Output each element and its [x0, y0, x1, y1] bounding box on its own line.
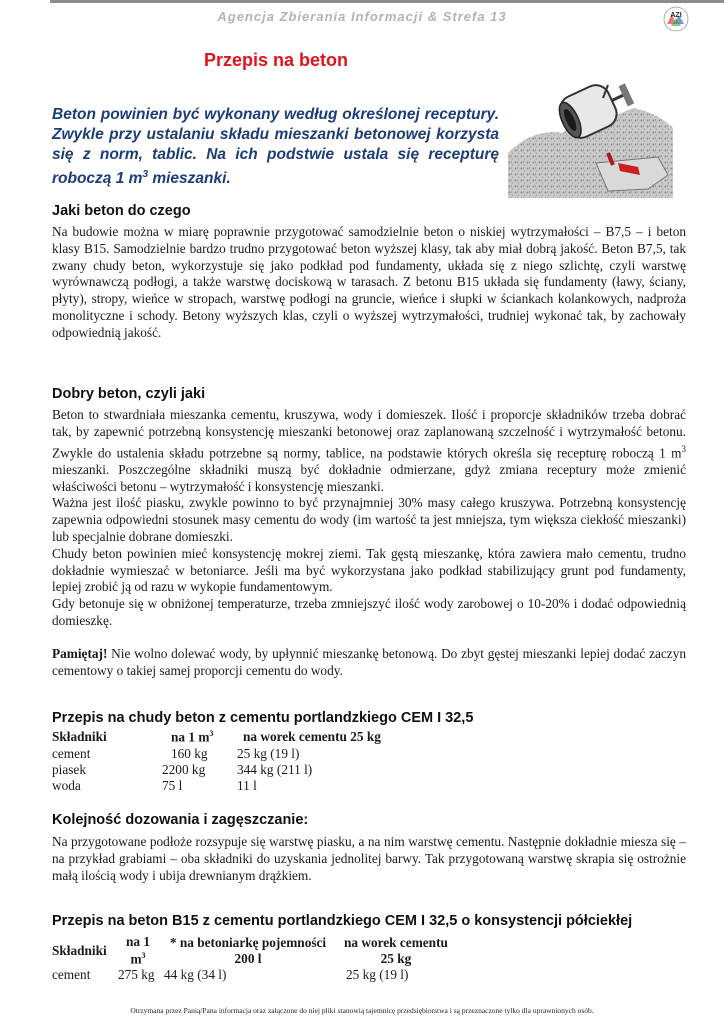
recipe-table-b15	[52, 935, 448, 983]
remember-note	[52, 646, 686, 680]
col-per-bag: na worek cementu 25 kg	[344, 935, 448, 966]
heading-kolejnosc: Kolejność dozowania i zagęszczanie:	[52, 812, 309, 828]
col-mixer: * na betoniarkę pojemności 200 l	[169, 935, 327, 966]
s2-p1-a: Beton to stwardniała mieszanka cementu, kruszywa, wody i domieszek. Ilość i proporcje składników trzeba dobrać tak, by zapewnić potrzebną konsystencję mieszanki betonowej oraz zaplanowaną szczelność i wytrzymałość betonu. Zwykle do ustalenia składu potrzebne są normy, tablice, na podstawie których określa się recepturę roboczą 1 m	[52, 407, 686, 461]
table-header-row	[52, 935, 448, 967]
col-skladniki: Składniki	[52, 943, 107, 958]
agency-logo	[663, 6, 689, 32]
cell-per-m3: 75 l	[162, 778, 183, 793]
cell-per-bag: 11 l	[237, 778, 257, 793]
cell-per-m3: 2200 kg	[162, 762, 206, 777]
cell-per-bag: 344 kg (211 l)	[237, 762, 313, 777]
table-row	[52, 967, 448, 983]
confidentiality-footer: Otrzymana przez Panią/Pana informacja oraz załączone do niej pliki stanowią tajemnicę przedsiębiorstwa i są przeznaczone tylko dla uprawnionych osób.	[130, 1006, 594, 1015]
heading-beton-b15: Przepis na beton B15 z cementu portlandzkiego CEM I 32,5 o konsystencji półciekłej	[52, 913, 633, 929]
heading-chudy-beton: Przepis na chudy beton z cementu portlandzkiego CEM I 32,5	[52, 710, 474, 726]
intro-text-b: mieszanki.	[148, 170, 231, 188]
section2-p4: Gdy betonuje się w obniżonej temperaturze, trzeba zmniejszyć ilość wody zarobowej o 10-20% i dodać odpowiednią domieszkę.	[52, 596, 686, 628]
header-rule	[50, 0, 724, 3]
s2-p1-b: mieszanki. Poszczególne składniki muszą być dokładnie odmierzane, gdyż zmiana receptury może zmienić właściwości betonu – wytrzymałość i konsystencję mieszanki.	[52, 461, 686, 494]
section2-p1	[52, 407, 686, 495]
section2-body	[52, 407, 686, 630]
cell-name: cement	[52, 967, 91, 982]
col-per-m3: na 1 $m^3$	[171, 729, 214, 745]
cell-per-m3: 275 kg	[118, 967, 155, 982]
page-title: Przepis na beton	[203, 50, 349, 70]
cell-per-bag: 25 kg (19 l)	[237, 746, 300, 761]
note-text: Nie wolno dolewać wody, by upłynnić mieszankę betonową. Do zbyt gęstej mieszanki lepiej dodać zaczyn cementowy o takiej samej proporcji cementu do wody.	[52, 646, 686, 678]
table-row	[52, 762, 381, 778]
col-skladniki: Składniki	[52, 729, 107, 744]
section2-p3: Chudy beton powinien mieć konsystencję mokrej ziemi. Tak gęstą mieszankę, która zawiera mało cementu, trudno dokładnie wymieszać w betoniarce. Jeśli ma być wykorzystana jako podkład stabilizujący grunt pod fundamenty, lepiej zrobić ją od razu w wykopie fundamentowym.	[52, 545, 686, 595]
section4-text: Na przygotowane podłoże rozsypuje się warstwę piasku, a na nim warstwę cementu. Następnie dokładnie miesza się – na przykład grabiami – oba składniki do uzyskania jednolitej barwy. Tak przygotowaną warstwę skrapia się ostrożnie małą ilością wody i ubija drewnianym drążkiem.	[52, 834, 686, 883]
cell-per-m3: 160 kg	[171, 746, 208, 761]
intro-text-a: Beton powinien być wykonany według określonej receptury. Zwykle przy ustalaniu składu mieszanki betonowej korzysta się z norm, tablic. Na ich podstwie ustala się recepturę roboczą 1 m	[52, 106, 499, 188]
header-title: Agencja Zbierania Informacji & Strefa 13	[217, 9, 507, 24]
section1-text: Na budowie można w miarę poprawnie przygotować samodzielnie beton o niskiej wytrzymałości – B7,5 – i beton klasy B15. Samodzielnie bardzo trudno przygotować beton wyższej klasy, tak aby miał dobrą jakość. Beton B7,5, tak zwany chudy beton, wykorzystuje się jako podkład pod fundamenty, układa się z niego szlichtę, czyli warstwę wyrównawczą podłogi, a także warstwę dociskową w tarasach. Z betonu B15 układa się fundamenty (ławy, ściany, płyty), stropy, wieńce w stropach, warstwę podłogi na gruncie, wieńce i słupki w ściankach kolankowych, nadproża monolityczne i schody. Betony wyższych klas, czyli o wyższej wytrzymałości, trudniej wykonać tak, by zachowały odpowiednią jakość.	[52, 224, 686, 340]
intro-paragraph	[52, 105, 499, 189]
cell-name: cement	[52, 746, 91, 761]
recipe-table-lean	[52, 729, 381, 794]
section2-p2: Ważna jest ilość piasku, zwykle powinno to być przynajmniej 30% masy całego kruszywa. Potrzebną konsystencję zapewnia odpowiedni stosunek masy cementu do wody (im wartość ta jest mniejsza, tym większa ciekłość mieszanki) lub specjalnie dobrane domieszki.	[52, 495, 686, 544]
table-header-row	[52, 729, 381, 746]
concrete-mixer-illustration	[508, 83, 673, 198]
logo-text: AZI	[670, 12, 682, 19]
col-per-bag: na worek cementu 25 kg	[243, 729, 381, 744]
table-row	[52, 746, 381, 762]
note-label: Pamiętaj!	[52, 646, 108, 661]
table-row	[52, 778, 381, 794]
heading-dobry-beton: Dobry beton, czyli jaki	[52, 386, 206, 402]
cell-mixer: 44 kg (34 l)	[164, 967, 227, 982]
col-per-m3: na 1 $m^3$	[125, 934, 151, 967]
s2-p1-sup: 3	[681, 443, 686, 454]
intro-sup: 3	[142, 169, 149, 180]
heading-jaki-beton: Jaki beton do czego	[52, 203, 191, 219]
cell-name: woda	[52, 778, 81, 793]
cell-per-bag: 25 kg (19 l)	[346, 967, 409, 982]
cell-name: piasek	[52, 762, 86, 777]
